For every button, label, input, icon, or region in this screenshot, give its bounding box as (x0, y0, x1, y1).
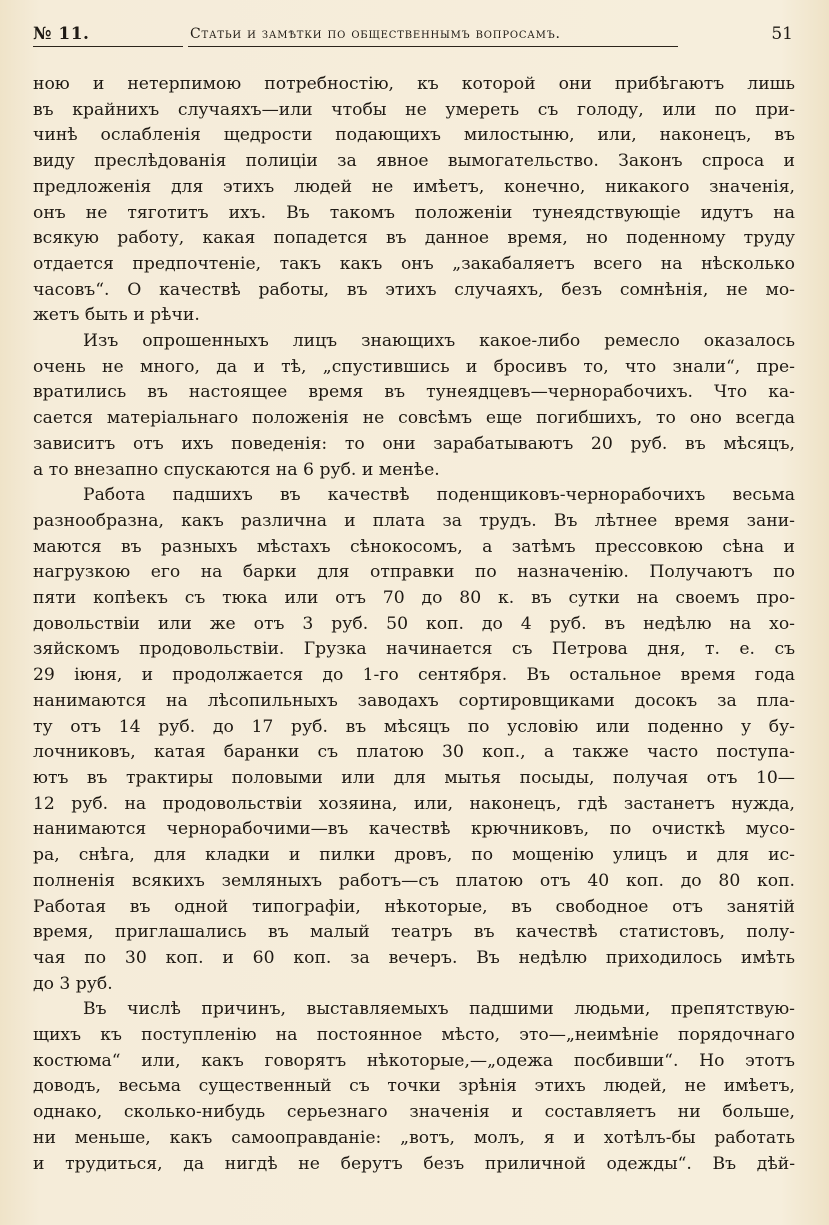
text-line: Изъ опрошенныхъ лицъ знающихъ какое-либо ремесло оказалось (83, 331, 795, 352)
text-line: разнообразна, какъ различна и плата за трудъ. Въ лѣтнее время зани- (33, 510, 795, 531)
text-line: ною и нетерпимою потребностію, къ которой они прибѣгаютъ лишь (33, 74, 795, 94)
issue-number: № 11. (33, 24, 90, 44)
text-line: нагрузкою его на барки для отправки по назначенію. Получаютъ по (33, 562, 795, 583)
text-line: сается матеріальнаго положенія не совсѣмъ еще погибшихъ, то оно всегда (33, 408, 795, 429)
text-line: щихъ къ поступленію на постоянное мѣсто, это—„неимѣніе порядочнаго (33, 1025, 795, 1046)
text-line: чинѣ ослабленія щедрости подающихъ милостыню, или, наконецъ, въ (33, 125, 795, 146)
text-line: полненія всякихъ земляныхъ работъ—съ платою отъ 40 коп. до 80 коп. (33, 870, 795, 891)
text-line: время, приглашались въ малый театръ въ качествѣ статистовъ, полу- (33, 922, 795, 943)
text-line: жетъ быть и рѣчи. (33, 305, 200, 326)
text-line: предложенія для этихъ людей не имѣетъ, конечно, никакого значенія, (33, 176, 795, 197)
text-line: часовъ“. О качествѣ работы, въ этихъ случаяхъ, безъ сомнѣнія, не мо- (33, 279, 795, 300)
text-line: нанимаются на лѣсопильныхъ заводахъ сортировщиками досокъ за пла- (33, 690, 795, 711)
header-rule-right (188, 46, 678, 47)
text-line: зависитъ отъ ихъ поведенія: то они зарабатываютъ 20 руб. въ мѣсяцъ, (33, 433, 795, 454)
text-line: ра, снѣга, для кладки и пилки дровъ, по мощенію улицъ и для ис- (33, 845, 795, 866)
text-line: Работая въ одной типографіи, нѣкоторые, въ свободное отъ занятій (33, 896, 795, 917)
text-line: нанимаются чернорабочими—въ качествѣ крючниковъ, по очисткѣ мусо- (33, 819, 795, 840)
page-number: 51 (771, 24, 793, 44)
text-line: доводъ, весьма существенный съ точки зрѣнія этихъ людей, не имѣетъ, (33, 1076, 795, 1097)
text-line: всякую работу, какая попадется въ данное время, но поденному труду (33, 228, 795, 249)
text-line: Въ числѣ причинъ, выставляемыхъ падшими людьми, препятствую- (83, 999, 795, 1020)
text-line: 29 іюня, и продолжается до 1-го сентября. Въ остальное время года (33, 665, 795, 686)
section-title: Статьи и замѣтки по общественнымъ вопросамъ. (190, 26, 561, 42)
text-line: Работа падшихъ въ качествѣ поденщиковъ-чернорабочихъ весьма (83, 485, 795, 506)
text-line: ту отъ 14 руб. до 17 руб. въ мѣсяцъ по условію или поденно у бу- (33, 716, 795, 737)
text-line: пяти копѣекъ съ тюка или отъ 70 до 80 к. въ сутки на своемъ про- (33, 588, 795, 609)
text-line: вратились въ настоящее время въ тунеядцевъ—чернорабочихъ. Что ка- (33, 382, 795, 403)
text-line: 12 руб. на продовольствіи хозяина, или, наконецъ, гдѣ застанетъ нужда, (33, 793, 795, 814)
header-rule-left (33, 46, 183, 47)
text-line: а то внезапно спускаются на 6 руб. и менѣе. (33, 459, 440, 480)
text-line: довольствіи или же отъ 3 руб. 50 коп. до 4 руб. въ недѣлю на хо- (33, 613, 795, 634)
text-line: и трудиться, да нигдѣ не берутъ безъ приличной одежды“. Въ дѣй- (33, 1153, 795, 1174)
text-line: костюма“ или, какъ говорятъ нѣкоторые,—„одежа посбивши“. Но этотъ (33, 1050, 795, 1071)
text-line: очень не много, да и тѣ, „спустившись и бросивъ то, что знали“, пре- (33, 356, 795, 377)
text-line: зяйскомъ продовольствіи. Грузка начинается съ Петрова дня, т. е. съ (33, 639, 795, 660)
text-line: лочниковъ, катая баранки съ платою 30 коп., а также часто поступа- (33, 742, 795, 763)
text-line: однако, сколько-нибудь серьезнаго значенія и составляетъ ни больше, (33, 1102, 795, 1123)
text-line: въ крайнихъ случаяхъ—или чтобы не умереть съ голоду, или по при- (33, 99, 795, 120)
text-line: ютъ въ трактиры половыми или для мытья посыды, получая отъ 10— (33, 767, 795, 788)
text-line: онъ не тяготитъ ихъ. Въ такомъ положеніи тунеядствующіе идутъ на (33, 202, 795, 223)
text-line: маются въ разныхъ мѣстахъ сѣнокосомъ, а затѣмъ прессовкою сѣна и (33, 536, 795, 557)
text-line: отдается предпочтеніе, такъ какъ онъ „закабаляетъ всего на нѣсколько (33, 253, 795, 274)
text-line: ни меньше, какъ самооправданіе: „вотъ, молъ, я и хотѣлъ-бы работать (33, 1127, 795, 1148)
text-line: виду преслѣдованія полиціи за явное вымогательство. Законъ спроса и (33, 151, 795, 172)
body-text (33, 72, 795, 1177)
text-line: чая по 30 коп. и 60 коп. за вечеръ. Въ недѣлю приходилось имѣть (33, 947, 795, 968)
text-line: до 3 руб. (33, 973, 113, 994)
